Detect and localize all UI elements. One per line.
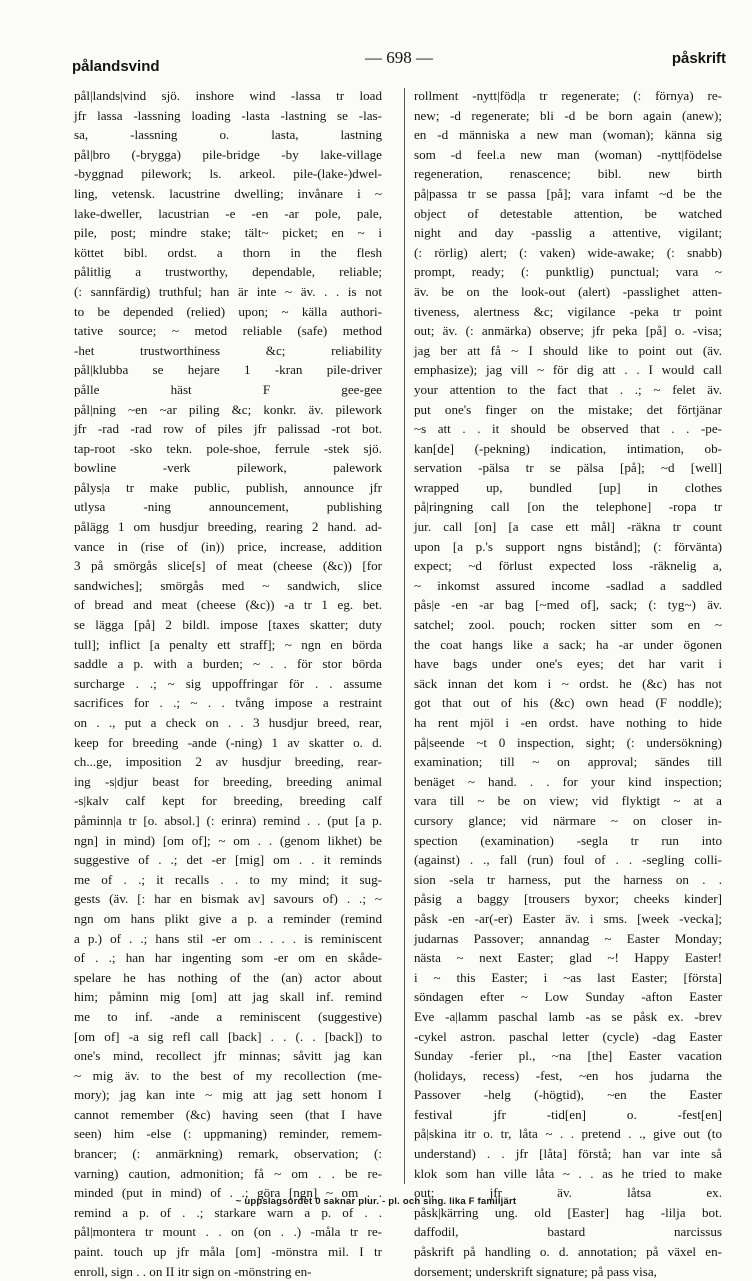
dictionary-line: remind a p. of . .; starkare warn a p. of . . bbox=[74, 1204, 382, 1220]
dictionary-line: cursory glance; vid närmare ~ on closer in- bbox=[414, 812, 722, 828]
dictionary-line: bowline -verk pilework, palework bbox=[74, 460, 382, 476]
dictionary-line: på|ringning call [on the telephone] -ropa tr bbox=[414, 499, 722, 515]
dictionary-line: pål|bro (-brygga) pile-bridge -by lake-village bbox=[74, 146, 382, 162]
dictionary-line: [om of] -a sig refl call [back] . . (. . [back]) to bbox=[74, 1028, 382, 1044]
dictionary-line: pås|e -en -ar bag [~med of], sack; (: tyg~) äv. bbox=[414, 597, 722, 613]
dictionary-line: me of . .; it recalls . . to my mind; it sug- bbox=[74, 871, 382, 887]
dictionary-line: tative source; ~ metod reliable (safe) method bbox=[74, 323, 382, 339]
dictionary-line: ha rent mjöl i -en ordst. have nothing to hide bbox=[414, 715, 722, 730]
dictionary-line: påskrift på handling o. d. annotation; på växel en- bbox=[414, 1244, 722, 1260]
dictionary-line: som -d feel.a new man (woman) -nytt|födelse bbox=[414, 146, 722, 162]
dictionary-line: got that out of his (&c) own head (F noddle); bbox=[414, 695, 722, 711]
dictionary-line: wrapped up, bundled [up] in clothes bbox=[414, 479, 722, 495]
dictionary-line: sa, -lassning o. lasta, lastning bbox=[74, 127, 382, 143]
dictionary-line: examination; till ~ on approval; sändes till bbox=[414, 754, 722, 770]
dictionary-line: emphasize); jag vill ~ för dig att . . I would call bbox=[414, 362, 722, 378]
dictionary-line: expect; ~d förlust expected loss -räknelig a, bbox=[414, 558, 722, 574]
dictionary-line: varning) caution, admonition; få ~ om . . be re- bbox=[74, 1165, 382, 1181]
dictionary-line: pål|lands|vind sjö. inshore wind -lassa tr load bbox=[74, 88, 382, 103]
dictionary-line: -cykel astron. paschal letter (cycle) -dag Easter bbox=[414, 1028, 722, 1044]
dictionary-line: to be depended (relied) upon; ~ källa authori- bbox=[74, 303, 382, 319]
abbreviation-legend: ~ uppslagsordet 0 saknar plur. - pl. och sing. lika F familjärt bbox=[235, 1196, 517, 1207]
dictionary-line: pål|montera tr mount . . on (on . .) -måla tr re- bbox=[74, 1224, 382, 1240]
dictionary-line: sion -sela tr harness, put the harness on . . bbox=[414, 871, 722, 887]
dictionary-line: jfr -rad -rad row of piles jfr palissad -rot bot. bbox=[74, 421, 382, 437]
dictionary-line: (: sannfärdig) truthful; han är inte ~ äv. . . is not bbox=[74, 283, 382, 299]
dictionary-line: brancer; (: anmärkning) remark, observation; (: bbox=[74, 1146, 382, 1162]
dictionary-line: of . .; han har ingenting som -er om en skåde- bbox=[74, 950, 382, 966]
dictionary-line: tap-root -sko tekn. pole-shoe, ferrule -stek sjö. bbox=[74, 440, 382, 456]
dictionary-line: daffodil, bastard narcissus bbox=[414, 1224, 722, 1240]
right-running-headword: påskrift bbox=[671, 50, 726, 67]
dictionary-line: pile, post; mindre stake; tält~ picket; en ~ i bbox=[74, 225, 382, 241]
dictionary-line: pål|klubba se hejare 1 -kran pile-driver bbox=[74, 362, 382, 378]
dictionary-line: Passover -helg (-högtid), ~en the Easter bbox=[414, 1087, 722, 1103]
dictionary-line: Sunday -ferier pl., ~na [the] Easter vacation bbox=[414, 1048, 722, 1064]
dictionary-line: seen) him -else (: uppmaning) reminder, remem- bbox=[74, 1126, 382, 1142]
dictionary-line: ing -s|djur beast for breeding, breeding animal bbox=[74, 773, 382, 789]
dictionary-line: prompt, ready; (: punktlig) punctual; vara ~ bbox=[414, 264, 722, 280]
column-divider bbox=[404, 88, 405, 1184]
dictionary-line: on . ., put a check on . . 3 husdjur breed, rear, bbox=[74, 715, 382, 730]
dictionary-line: new; -d regenerate; bli -d be born again (anew); bbox=[414, 107, 722, 123]
dictionary-line: vance in (rise of (in)) price, increase, addition bbox=[74, 538, 382, 554]
dictionary-line: spection (examination) -segla tr run into bbox=[414, 832, 722, 848]
dictionary-line: mory); jag kan inte ~ mig att jag sett honom I bbox=[74, 1087, 382, 1103]
dictionary-line: upon [a p.'s support ngns bistånd]; (: förvänta) bbox=[414, 538, 722, 554]
dictionary-line: festival jfr -tid[en] o. -fest[en] bbox=[414, 1106, 722, 1122]
dictionary-line: påsk|kärring ung. old [Easter] hag -lilja bot. bbox=[414, 1204, 722, 1220]
dictionary-line: have bags under one's eyes; det har varit i bbox=[414, 656, 722, 672]
dictionary-line: pålle häst F gee-gee bbox=[74, 381, 382, 397]
dictionary-line: rollment -nytt|föd|a tr regenerate; (: förnya) re- bbox=[414, 88, 722, 103]
dictionary-line: suggestive of . .; det -er [mig] om . . it reminds bbox=[74, 852, 382, 868]
dictionary-line: lake-dweller, lacustrian -e -en -ar pole, pale, bbox=[74, 205, 382, 221]
dictionary-line: object of detestable attention, be watched bbox=[414, 205, 722, 221]
dictionary-line: pål|ning ~en ~ar piling &c; konkr. äv. pilework bbox=[74, 401, 382, 417]
dictionary-line: spelare he has nothing of the (an) actor about bbox=[74, 969, 382, 985]
dictionary-line: (: rörlig) alert; (: vaken) wide-awake; (: snabb) bbox=[414, 244, 722, 260]
dictionary-line: keep for breeding -ande (-ning) 1 av skatter o. d. bbox=[74, 734, 382, 750]
dictionary-line: out; äv. (: anmärka) observe; jfr peka [på] o. -visa; bbox=[414, 323, 722, 339]
dictionary-line: ch...ge, imposition 2 av husdjur breeding, rear- bbox=[74, 754, 382, 770]
dictionary-line: understand) . . jfr [låta] förstå; han var inte så bbox=[414, 1146, 722, 1162]
dictionary-line: se lägga [på] 2 bildl. impose [taxes skatter; duty bbox=[74, 617, 382, 633]
dictionary-line: ~ mig äv. to the best of my recollection (me- bbox=[74, 1067, 382, 1083]
dictionary-line: på|seende ~t 0 inspection, sight; (: undersökning) bbox=[414, 734, 722, 750]
dictionary-line: vara till ~ be on view; vid flyktigt ~ at a bbox=[414, 793, 722, 809]
dictionary-line: ngn] in mind) [om of]; ~ om . . (genom likhet) be bbox=[74, 832, 382, 848]
dictionary-line: i ~ this Easter; i ~as last Easter; [första] bbox=[414, 969, 722, 985]
dictionary-line: (holidays, recess) -fest, ~en hos judarna the bbox=[414, 1067, 722, 1083]
right-column bbox=[414, 86, 722, 1279]
dictionary-line: 3 på smörgås slice[s] of meat (cheese (&c)) [for bbox=[74, 558, 382, 574]
dictionary-line: utlysa -ning announcement, publishing bbox=[74, 499, 382, 515]
dictionary-line: me to inf. -ande a reminiscent (suggestive) bbox=[74, 1008, 382, 1024]
dictionary-line: påsig a baggy [trousers byxor; cheeks kinder] bbox=[414, 891, 722, 907]
dictionary-line: surcharge . .; ~ sig uppoffringar för . . assume bbox=[74, 675, 382, 691]
dictionary-line: a p.) of . .; hans stil -er om . . . . is reminiscent bbox=[74, 930, 382, 946]
dictionary-line: of bread and meat (cheese (&c)) -a tr 1 eg. bet. bbox=[74, 597, 382, 613]
dictionary-line: köttet bibl. ordst. a thorn in the flesh bbox=[74, 244, 382, 260]
dictionary-line: ~ inkomst assured income -sadlad a saddled bbox=[414, 577, 722, 593]
dictionary-line: put one's finger on the mistake; det förtjänar bbox=[414, 401, 722, 417]
dictionary-line: påminn|a tr [o. absol.] (: erinra) remind . . (put [a p. bbox=[74, 812, 382, 828]
dictionary-line: gests (äv. [: har en bismak av] savours of) . .; ~ bbox=[74, 891, 382, 907]
dictionary-line: påsk -en -ar(-er) Easter äv. i sms. [week -vecka]; bbox=[414, 910, 722, 926]
dictionary-line: (against) . ., fall (run) foul of . . -segling colli- bbox=[414, 852, 722, 868]
dictionary-line: sacrifices for . .; ~ . . tvång impose a restraint bbox=[74, 695, 382, 711]
dictionary-line: tull]; inflict [a penalty ett straff]; ~ ngn en börda bbox=[74, 636, 382, 652]
dictionary-line: ling, vetensk. lacustrine dwelling; invånare i ~ bbox=[74, 185, 382, 201]
dictionary-line: klok som han ville låta ~ . . as he tried to make bbox=[414, 1165, 722, 1181]
dictionary-line: tiveness, alertness &c; vigilance -peka tr point bbox=[414, 303, 722, 319]
dictionary-line: servation -pälsa tr se pälsa [på]; ~d [well] bbox=[414, 460, 722, 476]
dictionary-line: minded (put in mind) of . .; göra [ngn] ~ om . . bbox=[74, 1185, 382, 1201]
dictionary-line: Eve -a|lamm paschal lamb -as se påsk ex. -brev bbox=[414, 1008, 722, 1024]
dictionary-line: the coat hangs like a sack; ha -ar under ögonen bbox=[414, 636, 722, 652]
dictionary-line: pålitlig a trustworthy, dependable, reliable; bbox=[74, 264, 382, 280]
dictionary-line: sandwiches]; smörgås med ~ sandwich, slice bbox=[74, 577, 382, 593]
dictionary-line: -byggnad pilework; ls. arkeol. pile-(lake-)dwel- bbox=[74, 166, 382, 182]
dictionary-line: ngn om hans plikt give a p. a reminder (remind bbox=[74, 910, 382, 926]
dictionary-line: enroll, sign . . on II itr sign on -mönstring en- bbox=[74, 1263, 312, 1279]
dictionary-line: out; jfr äv. låtsa ex. bbox=[414, 1185, 722, 1201]
dictionary-line: your attention to the fact that . .; ~ felet äv. bbox=[414, 381, 722, 397]
dictionary-line: saddle a p. with a burden; ~ . . för stor börda bbox=[74, 656, 382, 672]
dictionary-line: nästa ~ next Easter; glad ~! Happy Easter! bbox=[414, 950, 722, 966]
dictionary-line: night and day -passlig a attentive, vigilant; bbox=[414, 225, 722, 241]
page-number: — 698 — bbox=[365, 48, 433, 67]
dictionary-line: säck innan det kom i ~ ordst. he (&c) has not bbox=[414, 675, 722, 691]
dictionary-line: på|skina itr o. tr, låta ~ . . pretend . ., give out (to bbox=[414, 1126, 722, 1142]
dictionary-line: ~s att . . it should be observed that . . -pe- bbox=[414, 421, 722, 437]
dictionary-line: kan[de] (-pekning) indication, intimation, ob- bbox=[414, 440, 722, 456]
left-running-headword: pålandsvind bbox=[72, 58, 160, 75]
dictionary-line: en -d människa a new man (woman); känna sig bbox=[414, 127, 722, 143]
dictionary-line: -het trustworthiness &c; reliability bbox=[74, 342, 382, 358]
dictionary-line: söndagen efter ~ Low Sunday -afton Easter bbox=[414, 989, 722, 1005]
dictionary-line: judarnas Passover; annandag ~ Easter Monday; bbox=[414, 930, 722, 946]
dictionary-line: på|passa tr se passa [på]; vara infamt ~d be the bbox=[414, 185, 722, 201]
dictionary-line: jfr lassa -lassning loading -lasta -lastning se -las- bbox=[74, 107, 382, 123]
page-header bbox=[72, 48, 726, 74]
dictionary-line: him; påminn mig [om] att jag skall inf. remind bbox=[74, 989, 382, 1005]
dictionary-line: jag ber att få ~ I should like to point out (äv. bbox=[414, 342, 722, 358]
dictionary-line: cannot remember (&c) having seen (that I have bbox=[74, 1106, 382, 1122]
dictionary-line: one's mind, recollect jfr minnas; såvitt jag kan bbox=[74, 1048, 382, 1064]
dictionary-line: regeneration, renascence; bibl. new birth bbox=[414, 166, 722, 182]
dictionary-line: pålys|a tr make public, publish, announce jfr bbox=[74, 479, 382, 495]
dictionary-line: dorsement; underskrift signature; på pass visa, bbox=[414, 1263, 657, 1279]
dictionary-line: jur. call [on] [a case ett mål] -räkna tr count bbox=[414, 519, 722, 535]
dictionary-line: paint. touch up jfr måla [om] -mönstra mil. I tr bbox=[74, 1244, 382, 1260]
dictionary-line: -s|kalv calf kept for breeding, breeding calf bbox=[74, 793, 382, 809]
dictionary-line: benäget ~ hand. . . for your kind inspection; bbox=[414, 773, 722, 789]
dictionary-line: äv. be on the look-out (alert) -passlighet atten- bbox=[414, 283, 722, 299]
dictionary-line: satchel; zool. pouch; rocken sitter som en ~ bbox=[414, 617, 722, 633]
dictionary-line: pålägg 1 om husdjur breeding, rearing 2 hand. ad- bbox=[74, 519, 382, 535]
